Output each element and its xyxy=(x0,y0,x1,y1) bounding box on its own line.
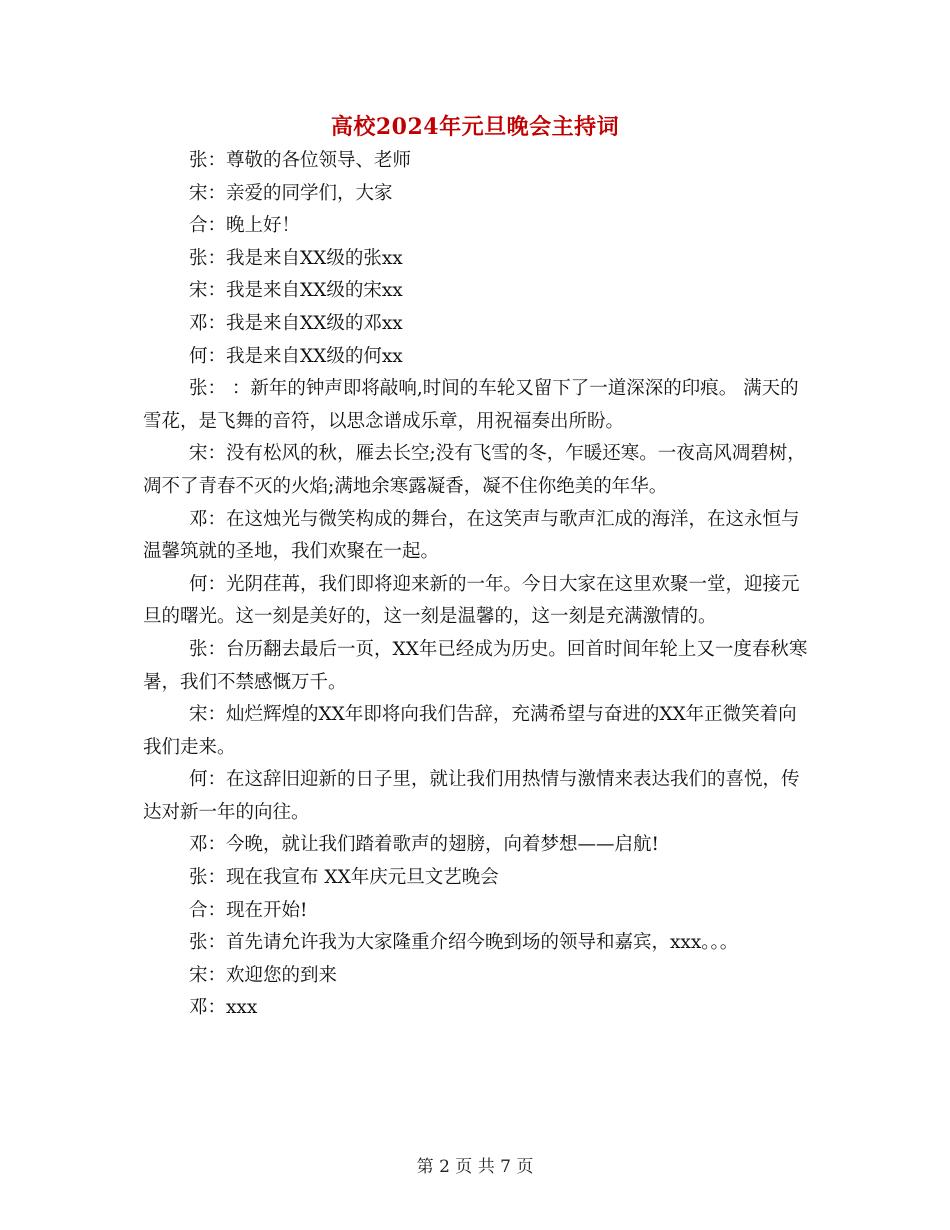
paragraph: 邓：在这烛光与微笑构成的舞台，在这笑声与歌声汇成的海洋，在这永恒与温馨筑就的圣地，我们欢聚在一起。 xyxy=(143,508,800,563)
document-body xyxy=(143,145,813,1025)
document-title: 高校2024年元旦晚会主持词 xyxy=(330,114,620,140)
paragraph: 张：台历翻去最后一页，XX年已经成为历史。回首时间年轮上又一度春秋寒暑，我们不禁感慨万千。 xyxy=(143,638,808,693)
paragraph: 何：我是来自XX级的何xx xyxy=(189,345,403,367)
paragraph: 宋：没有松风的秋，雁去长空;没有飞雪的冬，乍暖还寒。一夜高风凋碧树，凋不了青春不灭的火焰;满地余寒露凝香，凝不住你绝美的年华。 xyxy=(143,443,806,497)
paragraph: 宋：灿烂辉煌的XX年即将向我们告辞，充满希望与奋进的XX年正微笑着向我们走来。 xyxy=(143,704,797,758)
paragraph: 合：晚上好！ xyxy=(189,215,301,237)
paragraph: 邓：我是来自XX级的邓xx xyxy=(189,312,403,334)
paragraph: 张：我是来自XX级的张xx xyxy=(189,247,403,269)
paragraph: 张：首先请允许我为大家隆重介绍今晚到场的领导和嘉宾，xxx。。。 xyxy=(189,932,739,954)
paragraph: 何：光阴荏苒，我们即将迎来新的一年。今日大家在这里欢聚一堂，迎接元旦的曙光。这一刻是美好的，这一刻是温馨的，这一刻是充满激情的。 xyxy=(143,573,800,628)
paragraph: 合：现在开始! xyxy=(189,899,308,921)
paragraph: 邓：今晚，就让我们踏着歌声的翅膀，向着梦想——启航! xyxy=(189,834,659,856)
paragraph: 何：在这辞旧迎新的日子里，就让我们用热情与激情来表达我们的喜悦，传达对新一年的向往。 xyxy=(143,769,800,823)
paragraph: 张：尊敬的各位领导、老师 xyxy=(189,150,412,171)
paragraph: 宋：亲爱的同学们，大家 xyxy=(189,182,393,204)
paragraph: 宋：我是来自XX级的宋xx xyxy=(189,280,403,302)
paragraph: 张：现在我宣布 XX年庆元旦文艺晚会 xyxy=(189,867,499,889)
page-footer: 第 2 页 共 7 页 xyxy=(416,1157,534,1177)
paragraph: 邓：xxx xyxy=(189,997,258,1019)
paragraph: 张： ：新年的钟声即将敲响,时间的车轮又留下了一道深深的印痕。 满天的雪花，是飞舞的音符，以思念谱成乐章，用祝福奏出所盼。 xyxy=(143,378,799,432)
paragraph: 宋：欢迎您的到来 xyxy=(189,964,338,986)
